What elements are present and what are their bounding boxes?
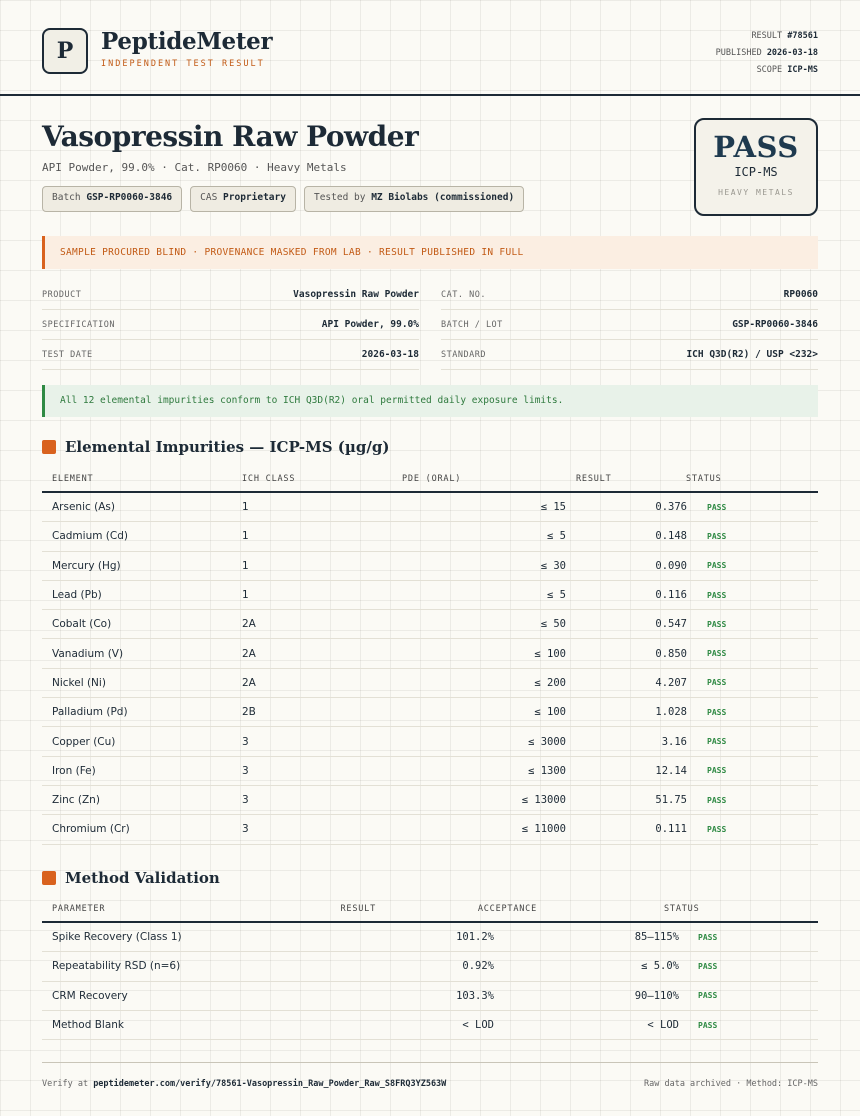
pde-limit: ≤ 5 — [547, 530, 566, 543]
elements-section-heading — [42, 438, 389, 456]
table-row — [42, 757, 818, 786]
result-id-line — [716, 28, 818, 45]
pde-limit: ≤ 5 — [547, 589, 566, 602]
ich-class: 2A — [242, 676, 256, 689]
element-name: Copper (Cu) — [52, 735, 116, 748]
validation-section-heading — [42, 869, 220, 887]
table-row — [42, 952, 818, 981]
verify-link[interactable]: peptidemeter.com/verify/78561-Vasopressin_Raw_Powder_Raw_S8FRQ3YZ563W — [93, 1078, 447, 1089]
ich-class: 1 — [242, 501, 249, 514]
info-batch — [441, 310, 818, 340]
info-row — [42, 340, 818, 370]
table-header — [42, 467, 818, 493]
pde-limit: ≤ 30 — [540, 559, 566, 572]
pde-limit: ≤ 11000 — [521, 823, 566, 836]
elements-table — [42, 467, 818, 845]
table-row — [42, 698, 818, 727]
col-header: PDE (ORAL) — [402, 474, 462, 484]
table-row — [42, 552, 818, 581]
info-label: TEST DATE — [42, 349, 93, 360]
col-header: RESULT — [340, 904, 376, 914]
table-row — [42, 669, 818, 698]
element-name: Nickel (Ni) — [52, 676, 106, 689]
col-header: ACCEPTANCE — [477, 904, 537, 914]
verify-line — [42, 1079, 446, 1089]
result-value: 51.75 — [655, 794, 687, 807]
verify-prefix: Verify at — [42, 1078, 89, 1089]
report-meta — [716, 28, 818, 79]
result-value: #78561 — [787, 31, 818, 41]
chip-value: Proprietary — [223, 192, 286, 203]
table-row — [42, 522, 818, 551]
col-header: ELEMENT — [52, 474, 94, 484]
result-value: 0.850 — [655, 647, 687, 660]
pde-limit: ≤ 200 — [534, 676, 566, 689]
chip-label: Tested by — [313, 192, 366, 203]
parameter-name: Repeatability RSD (n=6) — [52, 960, 181, 973]
ich-class: 3 — [242, 794, 249, 807]
status-badge: PASS — [707, 502, 727, 512]
elements-table-body — [42, 493, 818, 845]
status-badge: PASS — [707, 619, 727, 629]
pde-limit: ≤ 50 — [540, 618, 566, 631]
ich-class: 2A — [242, 618, 256, 631]
conformance-banner: All 12 elemental impurities conform to ICH Q3D(R2) oral permitted daily exposure limits. — [42, 385, 818, 417]
ich-class: 1 — [242, 559, 249, 572]
brand-logo: P — [42, 28, 88, 74]
result-value: 0.92% — [462, 960, 494, 973]
report-footer — [42, 1062, 818, 1102]
verdict-scope: HEAVY METALS — [718, 188, 794, 197]
col-header: RESULT — [576, 474, 612, 484]
status-badge: PASS — [707, 795, 727, 805]
info-product — [42, 280, 419, 310]
validation-table — [42, 897, 818, 1040]
info-label: STANDARD — [441, 349, 486, 360]
pde-limit: ≤ 15 — [540, 501, 566, 514]
element-name: Arsenic (As) — [52, 501, 115, 514]
cas-chip — [190, 186, 296, 212]
info-row — [42, 280, 818, 310]
result-value: 0.111 — [655, 823, 687, 836]
status-badge: PASS — [707, 678, 727, 688]
table-row — [42, 923, 818, 952]
info-label: CAT. NO. — [441, 289, 486, 300]
col-header: STATUS — [686, 474, 722, 484]
result-value: 3.16 — [661, 735, 687, 748]
chip-label: Batch — [52, 192, 81, 203]
info-test-date — [42, 340, 419, 370]
status-badge: PASS — [707, 649, 727, 659]
chip-label: CAS — [200, 192, 218, 203]
parameter-name: Spike Recovery (Class 1) — [52, 931, 182, 944]
element-name: Zinc (Zn) — [52, 794, 100, 807]
element-name: Vanadium (V) — [52, 647, 124, 660]
pde-limit: ≤ 13000 — [521, 794, 566, 807]
acceptance-criteria: 90–110% — [634, 989, 679, 1002]
col-header: ICH CLASS — [242, 474, 296, 484]
table-row — [42, 639, 818, 668]
pde-limit: ≤ 100 — [534, 647, 566, 660]
procurement-notice: SAMPLE PROCURED BLIND · PROVENANCE MASKED FROM LAB · RESULT PUBLISHED IN FULL — [42, 236, 818, 269]
info-specification — [42, 310, 419, 340]
info-value: GSP-RP0060-3846 — [732, 319, 818, 330]
brand-name: PeptideMeter — [101, 28, 273, 55]
info-label: BATCH / LOT — [441, 319, 503, 330]
published-label: PUBLISHED — [715, 48, 762, 58]
result-value: 0.148 — [655, 530, 687, 543]
status-badge: PASS — [698, 991, 718, 1001]
status-badge: PASS — [707, 766, 727, 776]
col-header: PARAMETER — [52, 904, 106, 914]
batch-chip — [42, 186, 182, 212]
verdict-stamp — [694, 118, 818, 216]
published-value: 2026-03-18 — [766, 48, 818, 58]
section-marker-icon — [42, 871, 56, 885]
info-value: 2026-03-18 — [361, 349, 419, 360]
ich-class: 3 — [242, 764, 249, 777]
status-badge: PASS — [698, 1020, 718, 1030]
tested-by-chip — [304, 186, 524, 212]
verdict-word: PASS — [713, 130, 799, 164]
info-value: ICH Q3D(R2) / USP <232> — [686, 349, 818, 360]
info-value: Vasopressin Raw Powder — [293, 289, 419, 300]
table-row — [42, 1011, 818, 1040]
result-value: 0.547 — [655, 618, 687, 631]
result-value: 0.376 — [655, 501, 687, 514]
brand-tagline: INDEPENDENT TEST RESULT — [101, 59, 265, 69]
status-badge: PASS — [707, 531, 727, 541]
validation-table-body — [42, 923, 818, 1040]
product-info-grid — [42, 280, 818, 370]
section-marker-icon — [42, 440, 56, 454]
info-standard — [441, 340, 818, 370]
scope-value: ICP-MS — [787, 65, 818, 75]
result-value: < LOD — [462, 1019, 494, 1032]
element-name: Cobalt (Co) — [52, 618, 112, 631]
product-chips — [42, 186, 524, 212]
verdict-method: ICP-MS — [734, 165, 778, 179]
status-badge: PASS — [707, 561, 727, 571]
footer-archive-note: Raw data archived · Method: ICP-MS — [644, 1078, 818, 1089]
ich-class: 2A — [242, 647, 256, 660]
info-label: SPECIFICATION — [42, 319, 116, 330]
table-row — [42, 982, 818, 1011]
product-title: Vasopressin Raw Powder — [42, 120, 419, 153]
info-value: RP0060 — [783, 289, 818, 300]
ich-class: 3 — [242, 735, 249, 748]
ich-class: 3 — [242, 823, 249, 836]
info-value: API Powder, 99.0% — [321, 319, 419, 330]
parameter-name: Method Blank — [52, 1019, 125, 1032]
ich-class: 2B — [242, 706, 256, 719]
status-badge: PASS — [707, 824, 727, 834]
table-header — [42, 897, 818, 923]
pde-limit: ≤ 100 — [534, 706, 566, 719]
status-badge: PASS — [707, 737, 727, 747]
validation-section-title: Method Validation — [65, 869, 220, 887]
status-badge: PASS — [698, 961, 718, 971]
report-header — [0, 0, 860, 96]
col-header: STATUS — [664, 904, 700, 914]
acceptance-criteria: ≤ 5.0% — [641, 960, 679, 973]
element-name: Mercury (Hg) — [52, 559, 121, 572]
table-row — [42, 581, 818, 610]
element-name: Palladium (Pd) — [52, 706, 128, 719]
element-name: Chromium (Cr) — [52, 823, 130, 836]
element-name: Lead (Pb) — [52, 589, 102, 602]
scope-label: SCOPE — [756, 65, 783, 75]
element-name: Cadmium (Cd) — [52, 530, 128, 543]
table-row — [42, 727, 818, 756]
info-label: PRODUCT — [42, 289, 82, 300]
ich-class: 1 — [242, 589, 249, 602]
product-subtitle: API Powder, 99.0% · Cat. RP0060 · Heavy Metals — [42, 161, 347, 174]
info-cat-no — [441, 280, 818, 310]
ich-class: 1 — [242, 530, 249, 543]
result-value: 12.14 — [655, 764, 687, 777]
result-label: RESULT — [751, 31, 783, 41]
pde-limit: ≤ 3000 — [528, 735, 566, 748]
chip-value: GSP-RP0060-3846 — [86, 192, 173, 203]
chip-value: MZ Biolabs (commissioned) — [371, 192, 515, 203]
result-value: 0.090 — [655, 559, 687, 572]
info-row — [42, 310, 818, 340]
status-badge: PASS — [698, 932, 718, 942]
pde-limit: ≤ 1300 — [528, 764, 566, 777]
table-row — [42, 815, 818, 844]
table-row — [42, 610, 818, 639]
table-row — [42, 786, 818, 815]
status-badge: PASS — [707, 707, 727, 717]
result-value: 1.028 — [655, 706, 687, 719]
status-badge: PASS — [707, 590, 727, 600]
result-value: 103.3% — [456, 989, 494, 1002]
parameter-name: CRM Recovery — [52, 989, 128, 1002]
result-value: 4.207 — [655, 676, 687, 689]
element-name: Iron (Fe) — [52, 764, 96, 777]
result-value: 0.116 — [655, 589, 687, 602]
elements-section-title: Elemental Impurities — ICP-MS (µg/g) — [65, 438, 390, 456]
acceptance-criteria: < LOD — [647, 1019, 679, 1032]
table-row — [42, 493, 818, 522]
acceptance-criteria: 85–115% — [634, 931, 679, 944]
scope-line — [716, 62, 818, 79]
result-value: 101.2% — [456, 931, 494, 944]
published-line — [716, 45, 818, 62]
